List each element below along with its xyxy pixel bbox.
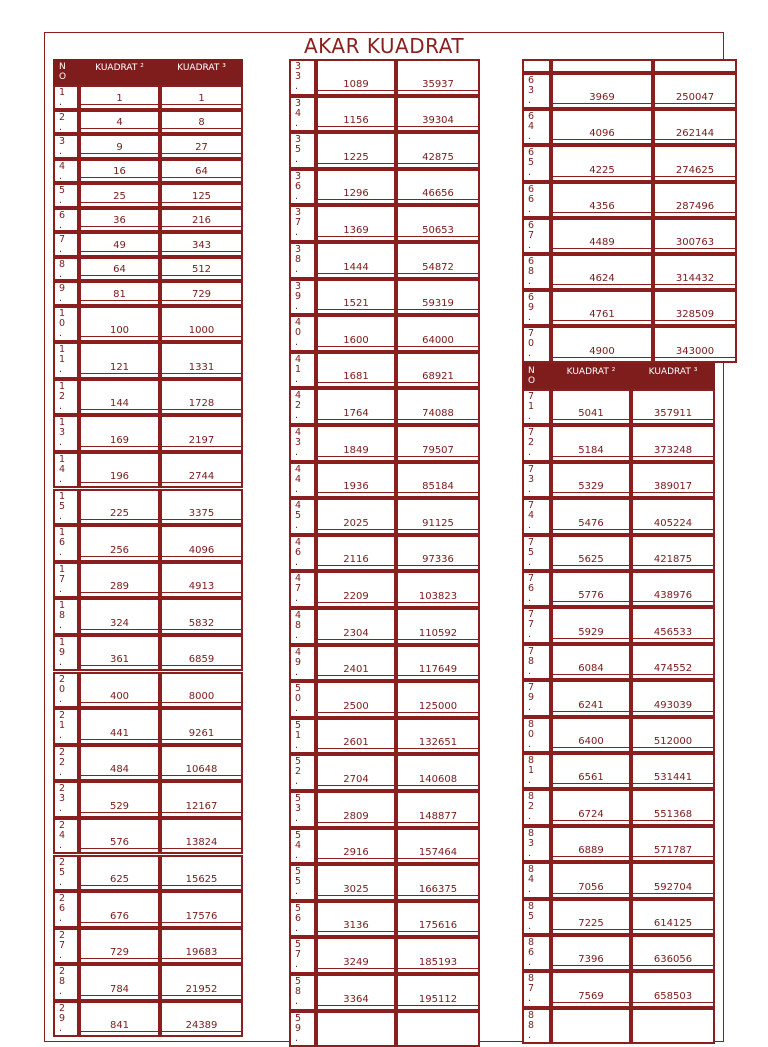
row-number: 5 1 . (289, 718, 316, 755)
cube-value: 250047 (653, 73, 737, 109)
row-number: 4 7 . (289, 571, 316, 608)
page-title: AKAR KUADRAT (303, 34, 465, 58)
cube-value: 85184 (396, 462, 480, 499)
square-value: 2116 (316, 535, 396, 572)
row-number: 2 2 . (53, 745, 79, 782)
cube-value: 110592 (396, 608, 480, 645)
cube-value: 421875 (631, 535, 715, 571)
row-number: 5 6 . (289, 901, 316, 938)
cube-value: 262144 (653, 109, 737, 145)
cube-value: 4096 (160, 525, 243, 562)
square-value: 6400 (551, 717, 631, 753)
row-number: 8 . (53, 257, 79, 282)
header-no: N O (53, 59, 79, 85)
cube-value: 373248 (631, 425, 715, 461)
square-value: 289 (79, 562, 160, 599)
square-value: 9 (79, 134, 160, 159)
cube-value: 4913 (160, 562, 243, 599)
cube-value: 19683 (160, 928, 243, 965)
square-value: 4489 (551, 218, 653, 254)
cube-value: 531441 (631, 753, 715, 789)
cube-value: 456533 (631, 607, 715, 643)
row-number: 3 4 . (289, 96, 316, 133)
cube-value: 46656 (396, 169, 480, 206)
row-number: 6 6 . (522, 182, 551, 218)
row-number: 7 8 . (522, 644, 551, 680)
row-number: 8 2 . (522, 789, 551, 825)
row-number: 3 5 . (289, 132, 316, 169)
cube-value: 314432 (653, 254, 737, 290)
row-number: 2 9 . (53, 1001, 79, 1038)
row-number: 4 0 . (289, 315, 316, 352)
row-number: 4 8 . (289, 608, 316, 645)
row-number: 3 7 . (289, 205, 316, 242)
row-number: 7 . (53, 232, 79, 257)
cube-value: 300763 (653, 218, 737, 254)
row-number: 4 9 . (289, 645, 316, 682)
square-value: 729 (79, 928, 160, 965)
square-value: 4761 (551, 290, 653, 326)
square-value: 529 (79, 781, 160, 818)
square-value: 100 (79, 306, 160, 343)
row-number: 6 7 . (522, 218, 551, 254)
row-number: 1 2 . (53, 379, 79, 416)
row-number: 8 1 . (522, 753, 551, 789)
row-number: 7 9 . (522, 680, 551, 716)
cube-value: 8 (160, 110, 243, 135)
row-number: 2 1 . (53, 708, 79, 745)
square-value: 1936 (316, 462, 396, 499)
cube-value: 571787 (631, 826, 715, 862)
square-value: 1600 (316, 315, 396, 352)
header-no: N O (522, 363, 551, 389)
cube-value: 8000 (160, 672, 243, 709)
square-value: 1681 (316, 352, 396, 389)
cube-value: 17576 (160, 891, 243, 928)
cube-value: 389017 (631, 462, 715, 498)
row-number: 5 7 . (289, 937, 316, 974)
row-number: 8 3 . (522, 826, 551, 862)
square-value: 256 (79, 525, 160, 562)
square-value: 625 (79, 855, 160, 892)
square-value: 5476 (551, 498, 631, 534)
cube-value: 551368 (631, 789, 715, 825)
cube-value: 24389 (160, 1001, 243, 1038)
square-value: 5041 (551, 389, 631, 425)
cube-value: 125 (160, 183, 243, 208)
square-value: 64 (79, 257, 160, 282)
cube-value: 216 (160, 208, 243, 233)
row-number: 5 2 . (289, 754, 316, 791)
square-value: 676 (79, 891, 160, 928)
cube-value: 148877 (396, 791, 480, 828)
cube-value: 438976 (631, 571, 715, 607)
row-number: 7 1 . (522, 389, 551, 425)
header-square: KUADRAT ² (551, 363, 631, 389)
empty-cell (551, 59, 653, 73)
row-number: 7 7 . (522, 607, 551, 643)
cube-value: 3375 (160, 489, 243, 526)
row-number: 4 5 . (289, 498, 316, 535)
square-value: 3025 (316, 864, 396, 901)
row-number: 2 0 . (53, 672, 79, 709)
square-value: 5329 (551, 462, 631, 498)
square-value: 5184 (551, 425, 631, 461)
row-number: 5 4 . (289, 828, 316, 865)
cube-value: 1728 (160, 379, 243, 416)
square-value: 576 (79, 818, 160, 855)
row-number: 8 4 . (522, 862, 551, 898)
square-value: 16 (79, 159, 160, 184)
cube-value: 357911 (631, 389, 715, 425)
square-value: 1444 (316, 242, 396, 279)
square-value: 121 (79, 342, 160, 379)
cube-value: 512 (160, 257, 243, 282)
cube-value: 64 (160, 159, 243, 184)
cube-value: 195112 (396, 974, 480, 1011)
square-value: 3364 (316, 974, 396, 1011)
square-value (316, 1011, 396, 1047)
square-value: 2601 (316, 718, 396, 755)
cube-value: 614125 (631, 899, 715, 935)
square-value: 3249 (316, 937, 396, 974)
square-value: 361 (79, 635, 160, 672)
row-number: 1 9 . (53, 635, 79, 672)
row-number: 7 5 . (522, 535, 551, 571)
square-value: 2209 (316, 571, 396, 608)
row-number: 3 8 . (289, 242, 316, 279)
row-number: 4 . (53, 159, 79, 184)
row-number: 8 0 . (522, 717, 551, 753)
square-value: 1156 (316, 96, 396, 133)
cube-value: 125000 (396, 681, 480, 718)
cube-value: 117649 (396, 645, 480, 682)
row-number: 2 8 . (53, 964, 79, 1001)
row-number: 1 6 . (53, 525, 79, 562)
square-value: 4096 (551, 109, 653, 145)
cube-value: 68921 (396, 352, 480, 389)
cube-value: 27 (160, 134, 243, 159)
row-number: 7 4 . (522, 498, 551, 534)
cube-value: 15625 (160, 855, 243, 892)
square-value: 1 (79, 85, 160, 110)
square-value: 324 (79, 598, 160, 635)
row-number: 2 7 . (53, 928, 79, 965)
square-value: 1369 (316, 205, 396, 242)
cube-value: 9261 (160, 708, 243, 745)
row-number: 1 7 . (53, 562, 79, 599)
cube-value: 5832 (160, 598, 243, 635)
square-value: 2916 (316, 828, 396, 865)
row-number: 6 9 . (522, 290, 551, 326)
square-value: 1296 (316, 169, 396, 206)
row-number: 2 . (53, 110, 79, 135)
row-number: 7 3 . (522, 462, 551, 498)
row-number: 6 3 . (522, 73, 551, 109)
cube-value: 592704 (631, 862, 715, 898)
square-value: 1521 (316, 279, 396, 316)
square-value: 7396 (551, 935, 631, 971)
square-value: 5929 (551, 607, 631, 643)
square-value: 1225 (316, 132, 396, 169)
row-number: 1 3 . (53, 415, 79, 452)
cube-value: 39304 (396, 96, 480, 133)
row-number: 5 . (53, 183, 79, 208)
square-value: 441 (79, 708, 160, 745)
cube-value: 474552 (631, 644, 715, 680)
cube-value: 658503 (631, 971, 715, 1007)
square-value: 7225 (551, 899, 631, 935)
cube-value: 729 (160, 281, 243, 306)
row-number: 1 8 . (53, 598, 79, 635)
cube-value: 343 (160, 232, 243, 257)
square-value: 2401 (316, 645, 396, 682)
square-value: 6889 (551, 826, 631, 862)
cube-value: 50653 (396, 205, 480, 242)
row-number: 4 2 . (289, 388, 316, 425)
row-number: 6 8 . (522, 254, 551, 290)
square-value: 3969 (551, 73, 653, 109)
row-number: 1 4 . (53, 452, 79, 489)
row-number: 2 5 . (53, 855, 79, 892)
cube-value (631, 1008, 715, 1044)
cube-value: 512000 (631, 717, 715, 753)
row-number: 7 0 . (522, 326, 551, 362)
row-number: 3 9 . (289, 279, 316, 316)
cube-value: 10648 (160, 745, 243, 782)
row-number: 7 2 . (522, 425, 551, 461)
square-value: 2025 (316, 498, 396, 535)
header-cube: KUADRAT ³ (160, 59, 243, 85)
square-value: 7056 (551, 862, 631, 898)
square-value: 3136 (316, 901, 396, 938)
square-value: 2500 (316, 681, 396, 718)
cube-value: 140608 (396, 754, 480, 791)
row-number: 1 1 . (53, 342, 79, 379)
row-number: 5 9 . (289, 1011, 316, 1047)
cube-value: 103823 (396, 571, 480, 608)
row-number: 3 . (53, 134, 79, 159)
row-number: 6 . (53, 208, 79, 233)
cube-value: 79507 (396, 425, 480, 462)
square-value: 169 (79, 415, 160, 452)
cube-value: 42875 (396, 132, 480, 169)
row-number: 4 3 . (289, 425, 316, 462)
cube-value: 1 (160, 85, 243, 110)
square-value: 4356 (551, 182, 653, 218)
square-value: 4624 (551, 254, 653, 290)
square-value: 196 (79, 452, 160, 489)
cube-value: 54872 (396, 242, 480, 279)
square-value: 25 (79, 183, 160, 208)
row-number: 1 0 . (53, 306, 79, 343)
square-value: 841 (79, 1001, 160, 1038)
square-value: 225 (79, 489, 160, 526)
cube-value: 343000 (653, 326, 737, 362)
square-value: 1849 (316, 425, 396, 462)
row-number: 5 8 . (289, 974, 316, 1011)
cube-value: 175616 (396, 901, 480, 938)
cube-value: 13824 (160, 818, 243, 855)
cube-value: 64000 (396, 315, 480, 352)
empty-cell (653, 59, 737, 73)
cube-value: 21952 (160, 964, 243, 1001)
square-value: 484 (79, 745, 160, 782)
row-number: 7 6 . (522, 571, 551, 607)
cube-value: 1000 (160, 306, 243, 343)
row-number: 2 6 . (53, 891, 79, 928)
row-number: 4 1 . (289, 352, 316, 389)
cube-value: 274625 (653, 145, 737, 181)
square-value: 2704 (316, 754, 396, 791)
square-value: 5776 (551, 571, 631, 607)
square-value: 5625 (551, 535, 631, 571)
square-value: 144 (79, 379, 160, 416)
square-value: 81 (79, 281, 160, 306)
square-value: 400 (79, 672, 160, 709)
row-number: 2 3 . (53, 781, 79, 818)
cube-value: 157464 (396, 828, 480, 865)
header-square: KUADRAT ² (79, 59, 160, 85)
row-number: 2 4 . (53, 818, 79, 855)
cube-value: 59319 (396, 279, 480, 316)
square-value: 1764 (316, 388, 396, 425)
square-value (551, 1008, 631, 1044)
cube-value: 2744 (160, 452, 243, 489)
square-value: 6241 (551, 680, 631, 716)
cube-value: 74088 (396, 388, 480, 425)
square-value: 784 (79, 964, 160, 1001)
cube-value: 493039 (631, 680, 715, 716)
cube-value: 1331 (160, 342, 243, 379)
row-number: 9 . (53, 281, 79, 306)
square-value: 4900 (551, 326, 653, 362)
square-value: 4225 (551, 145, 653, 181)
row-number: 8 5 . (522, 899, 551, 935)
square-value: 7569 (551, 971, 631, 1007)
header-cube: KUADRAT ³ (631, 363, 715, 389)
cube-value: 97336 (396, 535, 480, 572)
cube-value: 166375 (396, 864, 480, 901)
cube-value: 132651 (396, 718, 480, 755)
cube-value: 405224 (631, 498, 715, 534)
row-number: 8 6 . (522, 935, 551, 971)
row-number: 8 8 . (522, 1008, 551, 1044)
square-value: 4 (79, 110, 160, 135)
row-number: 4 4 . (289, 462, 316, 499)
cube-value: 185193 (396, 937, 480, 974)
cube-value: 6859 (160, 635, 243, 672)
row-number: 1 5 . (53, 489, 79, 526)
square-value: 6561 (551, 753, 631, 789)
row-number: 3 3 . (289, 59, 316, 96)
cube-value: 328509 (653, 290, 737, 326)
row-number: 5 5 . (289, 864, 316, 901)
row-number: 8 7 . (522, 971, 551, 1007)
cube-value: 35937 (396, 59, 480, 96)
row-number: 4 6 . (289, 535, 316, 572)
square-value: 49 (79, 232, 160, 257)
row-number: 3 6 . (289, 169, 316, 206)
square-value: 36 (79, 208, 160, 233)
row-number: 5 0 . (289, 681, 316, 718)
square-value: 2809 (316, 791, 396, 828)
square-value: 1089 (316, 59, 396, 96)
row-number: 6 5 . (522, 145, 551, 181)
cube-value: 91125 (396, 498, 480, 535)
cube-value: 287496 (653, 182, 737, 218)
cube-value: 2197 (160, 415, 243, 452)
cube-value: 636056 (631, 935, 715, 971)
square-value: 2304 (316, 608, 396, 645)
row-number: 1 . (53, 85, 79, 110)
square-value: 6724 (551, 789, 631, 825)
cube-value (396, 1011, 480, 1047)
empty-cell (522, 59, 551, 73)
row-number: 5 3 . (289, 791, 316, 828)
cube-value: 12167 (160, 781, 243, 818)
row-number: 6 4 . (522, 109, 551, 145)
square-value: 6084 (551, 644, 631, 680)
